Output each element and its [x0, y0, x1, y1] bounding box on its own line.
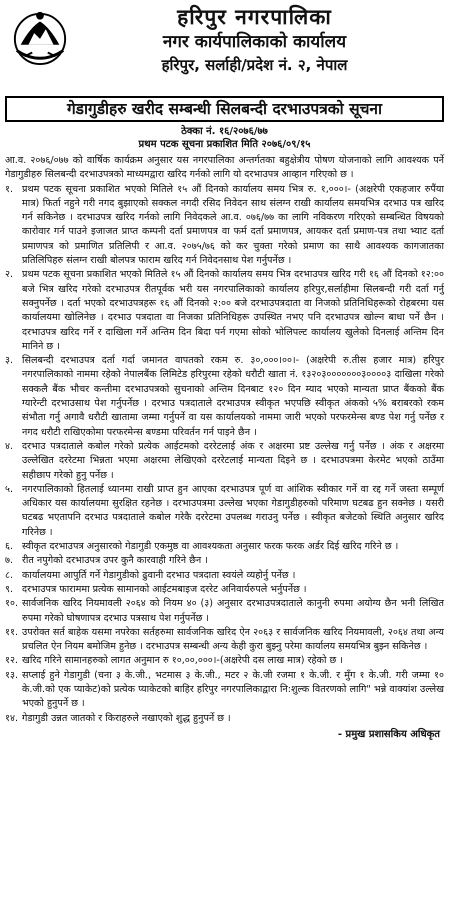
term-number: ७.	[5, 555, 14, 567]
term-number: ४.	[5, 440, 14, 452]
term-item	[5, 712, 444, 726]
office-address: हरिपुर, सर्लाही/प्रदेश नं. २, नेपाल	[161, 56, 348, 74]
publish-date: प्रथम पटक सूचना प्रकाशित मिति २०७६/०९/१५	[138, 139, 311, 150]
term-text: प्रथम पटक सूचना प्रकाशित भएको मितिले १५ औं दिनको कार्यालय समय भित्र रु. १,०००।- (अक्षरेपी एकहजार रुपैंया मात्र) फिर्ता नहुने गरी नगद बुझाएको सक्कल नगदी रसिद निवेदन साथ संलग्न राखी कार्यालय समयभित्र दरभाउ पत्र खरिद गर्न सकिनेछ । दरभाउपत्र खरिद गर्नको लागि निवेदकले आ.व. ०७६/७७ का लागि नविकरण गरिएको सम्बन्धित विषयको कारोवार गर्न पाउने इजाजत प्राप्त कम्पनी दर्ता प्रमाणपत्र वा फर्म दर्ता प्रमाणपत्र, आयकर दर्ता प्रमाण-पत्र तथा भ्याट दर्ता प्रमाणपत्र को प्रमाणित प्रतिलिपी र आ.व. २०७५/७६ को कर चुक्ता गरेको प्रमाण का साथै आवश्यक कागजातका प्रतिलिपिहरु संलग्न राखी बोलपत्र फाराम खरिद गर्न निवेदनसाथ पेश गर्नुपर्नेछ ।	[22, 183, 444, 267]
term-item	[5, 540, 444, 554]
letterhead-text	[65, 4, 444, 76]
term-number: ९.	[5, 583, 14, 595]
term-text: प्रथम पटक सूचना प्रकाशित भएको मितिले १५ औं दिनको कार्यालय समय भित्र दरभाउपत्र खरिद गरी १६ औं दिनको १२:०० बजे भित्र खरिद गरेको दरभाउपत्र रीतपूर्वक भरी यस नगरपालिकाको कार्यालय हरिपुर,सर्लाहीमा सिलबन्दी गरी दर्ता गर्नु सक्नुपर्नेछ । दर्ता भएको दरभाउपत्रहरू १६ औं दिनको २:०० बजे दरभाउपत्रदाता वा निजको प्रतिनिधिहरूको रोहबरमा यस कार्यालयमा खोलिनेछ । दरभाउ पत्रदाता वा निजका प्रतिनिधिहरू उपस्थित नभए पनि दरभाउपत्र खोल्न बाधा पर्ने छैन । दरभाउपत्र खरिद गर्ने र दाखिला गर्ने अन्तिम दिन बिदा पर्न गएमा सोको भोलिपल्ट कार्यालय खुलेको दिनलाई अन्तिम दिन मानिने छ ।	[22, 269, 444, 352]
term-number: ६.	[5, 541, 14, 553]
term-item	[5, 597, 444, 626]
term-text: नगरपालिकाको हितलाई ध्यानमा राखी प्राप्त हुन आएका दरभाउपत्र पूर्ण वा आंशिक स्वीकार गर्ने वा रद्द गर्ने जस्ता सम्पूर्ण अधिकार यस कार्यालयमा सुरक्षित रहनेछ । दरभाउपत्रमा उल्लेख भएका गेडागुडीहरुको परिमाण घटबढ हुन सक्नेछ । यसरी घटबढ भएतापनि दरभाउ पत्रदाताले कबोल गरेकै दररेटमा उपलब्ध गराउनु पर्नेछ । स्वीकृत बजेटको स्थिति अनुसार खरिद गरिनेछ ।	[22, 483, 444, 538]
term-number: ५.	[5, 483, 14, 495]
contract-number: ठेक्का नं. १६/२०७६/७७	[181, 126, 268, 137]
term-number: ८.	[5, 569, 14, 581]
term-text: स्वीकृत दरभाउपत्र अनुसारको गेडागुडी एकमुष्ठ वा आवश्यकता अनुसार फरक फरक अर्डर दिई खरिद गरिने छ ।	[22, 541, 399, 553]
term-item	[5, 669, 444, 712]
term-number: १४.	[5, 712, 19, 724]
term-text: सप्लाई हुने गेडागुडी (चना ३ के.जी., भटमास ३ के.जी., मटर २ के.जी रजमा १ के.जी. र मुँग १ के.जी. गरी जम्मा १० के.जी.को एक प्याकेट)को प्रत्येक प्याकेटको बाहिर हरिपुर नगरपालिकाद्वारा नि:शुल्क वितरणको लागि" भन्ने वाक्यांश उल्लेख भएको हुनुपर्ने छ ।	[22, 669, 444, 710]
term-item	[5, 554, 444, 568]
intro-paragraph: आ.व. २०७६/०७७ को वार्षिक कार्यक्रम अनुसार यस नगरपालिका अन्तर्गतका बहुक्षेत्रीय पोषण योजनाको लागि आवश्यक पर्ने गेडागुडीहरु सिलबन्दी दरभाउपत्रको माध्यमद्वारा खरिद गर्नको लागि यो दरभाउपत्र आव्हान गरिएको छ ।	[5, 155, 444, 181]
term-item	[5, 626, 444, 655]
term-text: दरभाउ पत्रदाताले कबोल गरेको प्रत्येक आईटमको दररेटलाई अंक र अक्षरमा प्रष्ट उल्लेख गर्नु पर्नेछ । अंक र अक्षरमा उल्लेखित दररेटमा भिन्नता भएमा अक्षरमा लेखिएको दररेटलाई मान्यता दिइने छ । दरभाउपत्रमा केरमेट भएको ठाउँमा सहीछाप गरेको हुनु पर्नेछ ।	[22, 440, 444, 481]
signature: - प्रमुख प्रशासकिय अधिकृत	[337, 728, 440, 740]
term-item	[5, 268, 444, 354]
notice-title: गेडागुडीहरु खरीद सम्बन्धी सिलबन्दी दरभाउपत्रको सूचना	[5, 96, 444, 122]
term-number: ३.	[5, 355, 14, 367]
terms-list	[5, 183, 444, 726]
term-text: दरभाउपत्र फाराममा प्रत्येक सामानको आईटमबाइज दररेट अनिवार्यरुपले भर्नुपर्नेछ ।	[22, 583, 307, 595]
letterhead	[5, 4, 444, 96]
term-number: ११.	[5, 626, 19, 638]
office-name: नगर कार्यपालिकाको कार्यालय	[162, 32, 347, 52]
term-number: २.	[5, 269, 14, 281]
term-text: सार्वजनिक खरिद नियमावली २०६४ को नियम ४० (३) अनुसार दरभाउपत्रदाताले कानुनी रुपमा अयोग्य छैन भनी लिखित रुपमा गरेको घोषणापत्र दरभाउ पत्रसाथ पेश गर्नुपर्नेछ ।	[22, 598, 444, 624]
term-item	[5, 583, 444, 597]
nepal-emblem-icon	[11, 8, 69, 66]
term-text: सिलबन्दी दरभाउपत्र दर्ता गर्दा जमानत वापतको रकम रु. ३०,०००।००।- (अक्षरेपी रु.तीस हजार मात्र) हरिपुर नगरपालिकाको नाममा रहेको नेपालबैंक लिमिटेड हरिपुरमा रहेको धरौटी खाता नं. १३२०३०००००००३००००३ दाखिला गरेको सक्कलै बैंक भौचर कन्तीमा दरभाउपत्रको सुचनाको अन्तिम दिनबाट १२० दिन म्याद भएको मान्यता प्राप्त बैंकको बैंक ग्यारेन्टी दरभाउसाथ पेश गर्नुपर्नेछ । दरभाउ पत्रदाताले दरभाउपत्र स्वीकृत भएपछि स्वीकृत अंकको ५% बराबरको रकम संभौता गर्नु अगावै धरौटी खातामा जम्मा गर्नुपर्ने वा यस कार्यालयको नाममा जारी भएको परफरमेन्स बण्ड पेश गर्नु पर्नेछ र नगद धरौटी राखिएकोमा परफरमेन्स बण्डमा परिवर्तन गर्न पाइने छैन ।	[22, 355, 444, 438]
term-text: गेडागुडी उन्नत जातको र किराहरुले नखाएको शुद्ध हुनुपर्ने छ ।	[22, 712, 231, 724]
term-text: रीत नपुगेको दरभाउपत्र उपर कुनै कारवाही गरिने छैन ।	[22, 555, 208, 567]
term-item	[5, 354, 444, 440]
term-number: १२.	[5, 655, 19, 667]
term-item	[5, 483, 444, 540]
term-number: १.	[5, 183, 14, 195]
term-number: १३.	[5, 669, 19, 681]
term-text: कार्यालयमा आपुर्ति गर्ने गेडागुडीको ढुवानी दरभाउ पत्रदाता स्वयंले व्यहोर्नु पर्नेछ ।	[22, 569, 296, 581]
term-item	[5, 654, 444, 668]
term-item	[5, 440, 444, 483]
term-item	[5, 569, 444, 583]
term-item	[5, 183, 444, 269]
term-number: १०.	[5, 598, 19, 610]
municipality-name: हरिपुर नगरपालिका	[177, 5, 332, 29]
term-text: खरिद गरिने सामानहरुको लागत अनुमान रु १०,००,०००।-(अक्षरेपी दस लाख मात्र) रहेको छ ।	[22, 655, 343, 667]
term-text: उपरोक्त सर्त बाहेक यसमा नपरेका सर्तहरुमा सार्वजनिक खरिद ऐन २०६३ र सार्वजनिक खरिद नियमावली, २०६४ तथा अन्य प्रचलित ऐन नियम बमोजिम हुनेछ । दरभाउपत्र सम्बन्धी अन्य केही कुरा बुझ्नु परेमा कार्यालय समयभित्र बुझ्न सकिनेछ ।	[22, 626, 444, 653]
